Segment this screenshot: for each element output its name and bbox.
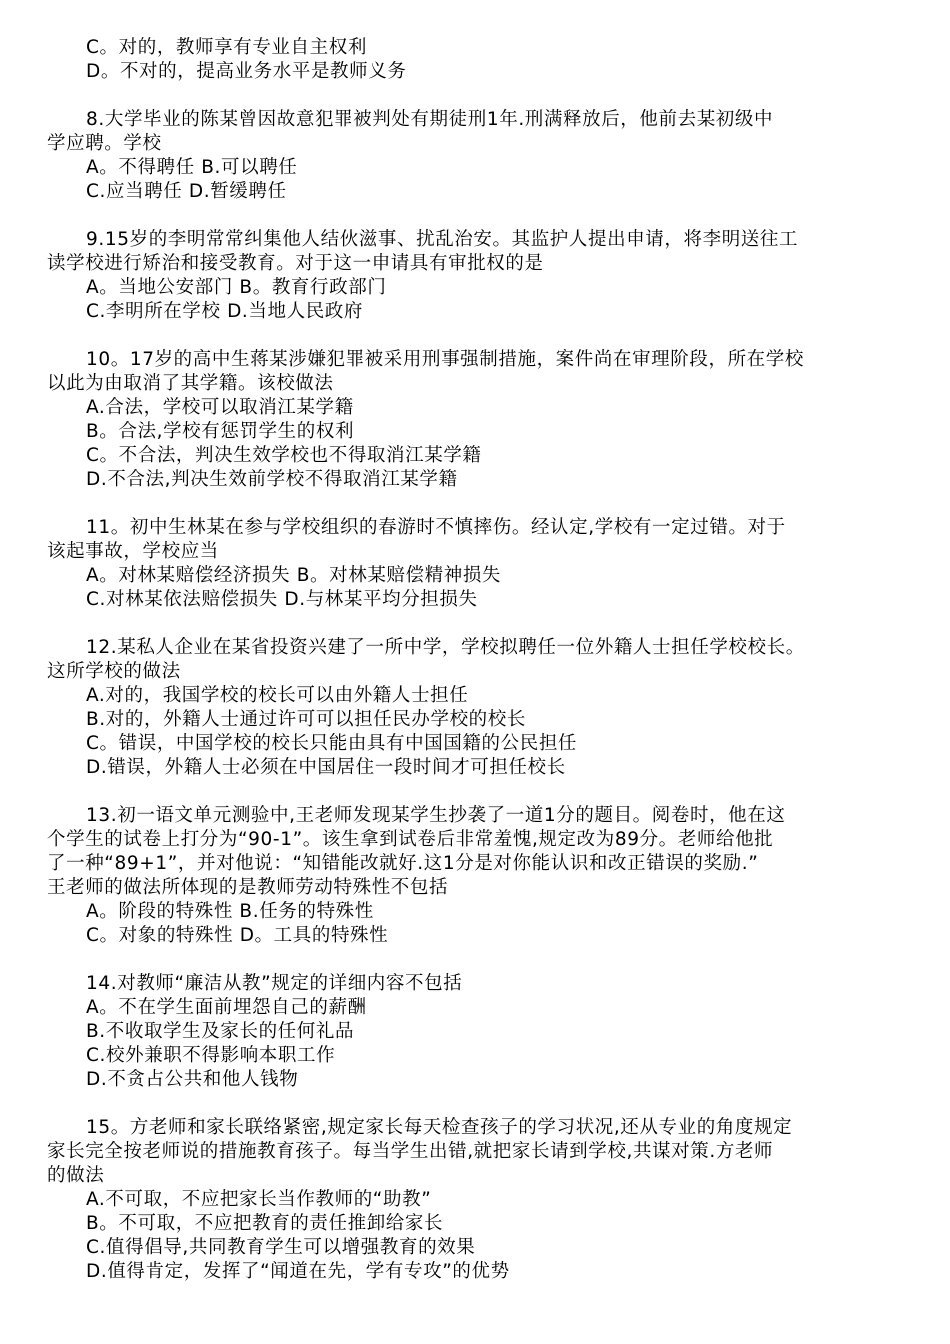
answer-option-line: A。当地公安部门 B。教育行政部门: [86, 277, 387, 298]
answer-option-line: C.校外兼职不得影响本职工作: [86, 1045, 336, 1066]
answer-option-line: B.不收取学生及家长的任何礼品: [86, 1021, 355, 1042]
question-stem-line: 12.某私人企业在某省投资兴建了一所中学，学校拟聘任一位外籍人士担任学校校长。: [86, 637, 805, 658]
answer-option-line: C。对象的特殊性 D。工具的特殊性: [86, 925, 389, 946]
question-continuation-line: 个学生的试卷上打分为“90-1”。该生拿到试卷后非常羞愧,规定改为89分。老师给他批: [47, 829, 774, 850]
question-continuation-line: 读学校进行矫治和接受教育。对于这一申请具有审批权的是: [47, 253, 544, 274]
question-stem-line: 15。方老师和家长联络紧密,规定家长每天检查孩子的学习状况,还从专业的角度规定: [86, 1117, 793, 1138]
question-stem-line: 9.15岁的李明常常纠集他人结伙滋事、扰乱治安。其监护人提出申请，将李明送往工: [86, 229, 799, 250]
question-continuation-line: 以此为由取消了其学籍。该校做法: [47, 373, 334, 394]
question-stem-line: 10。17岁的高中生蒋某涉嫌犯罪被采用刑事强制措施，案件尚在审理阶段，所在学校: [86, 349, 804, 370]
answer-option-line: C.对林某依法赔偿损失 D.与林某平均分担损失: [86, 589, 478, 610]
answer-option-line: C.应当聘任 D.暂缓聘任: [86, 181, 287, 202]
question-continuation-line: 该起事故，学校应当: [47, 541, 219, 562]
answer-option-line: A。不在学生面前埋怨自己的薪酬: [86, 997, 367, 1018]
answer-option-line: A。不得聘任 B.可以聘任: [86, 157, 298, 178]
answer-option-line: A。对林某赔偿经济损失 B。对林某赔偿精神损失: [86, 565, 502, 586]
answer-option-line: D.值得肯定，发挥了“闻道在先，学有专攻”的优势: [86, 1261, 510, 1282]
answer-option-line: D.错误，外籍人士必须在中国居住一段时间才可担任校长: [86, 757, 566, 778]
question-stem-line: 14.对教师“廉洁从教”规定的详细内容不包括: [86, 973, 463, 994]
answer-option-line: B.对的，外籍人士通过许可可以担任民办学校的校长: [86, 709, 526, 730]
answer-option-line: B。不可取，不应把教育的责任推卸给家长: [86, 1213, 444, 1234]
answer-option-line: C。错误，中国学校的校长只能由具有中国国籍的公民担任: [86, 733, 578, 754]
question-continuation-line: 学应聘。学校: [47, 133, 162, 154]
question-continuation-line: 家长完全按老师说的措施教育孩子。每当学生出错,就把家长请到学校,共谋对策.方老师: [47, 1141, 774, 1162]
answer-option-line: D.不贪占公共和他人钱物: [86, 1069, 299, 1090]
answer-option-line: C。对的，教师享有专业自主权利: [86, 37, 367, 58]
answer-option-line: C.值得倡导,共同教育学生可以增强教育的效果: [86, 1237, 476, 1258]
question-stem-line: 11。初中生林某在参与学校组织的春游时不慎摔伤。经认定,学校有一定过错。对于: [86, 517, 786, 538]
question-continuation-line: 这所学校的做法: [47, 661, 181, 682]
answer-option-line: C。不合法，判决生效学校也不得取消江某学籍: [86, 445, 482, 466]
answer-option-line: A.对的，我国学校的校长可以由外籍人士担任: [86, 685, 469, 706]
answer-option-line: D.不合法,判决生效前学校不得取消江某学籍: [86, 469, 458, 490]
answer-option-line: A.不可取，不应把家长当作教师的“助教”: [86, 1189, 432, 1210]
answer-option-line: D。不对的，提高业务水平是教师义务: [86, 61, 407, 82]
answer-option-line: A.合法，学校可以取消江某学籍: [86, 397, 354, 418]
question-stem-line: 13.初一语文单元测验中,王老师发现某学生抄袭了一道1分的题目。阅卷时，他在这: [86, 805, 786, 826]
answer-option-line: B。合法,学校有惩罚学生的权利: [86, 421, 355, 442]
question-continuation-line: 了一种“89+1”，并对他说：“知错能改就好.这1分是对你能认识和改正错误的奖励.”: [47, 853, 759, 874]
question-continuation-line: 王老师的做法所体现的是教师劳动特殊性不包括: [47, 877, 449, 898]
question-continuation-line: 的做法: [47, 1165, 105, 1186]
answer-option-line: A。阶段的特殊性 B.任务的特殊性: [86, 901, 374, 922]
answer-option-line: C.李明所在学校 D.当地人民政府: [86, 301, 364, 322]
question-stem-line: 8.大学毕业的陈某曾因故意犯罪被判处有期徒刑1年.刑满释放后，他前去某初级中: [86, 109, 774, 130]
